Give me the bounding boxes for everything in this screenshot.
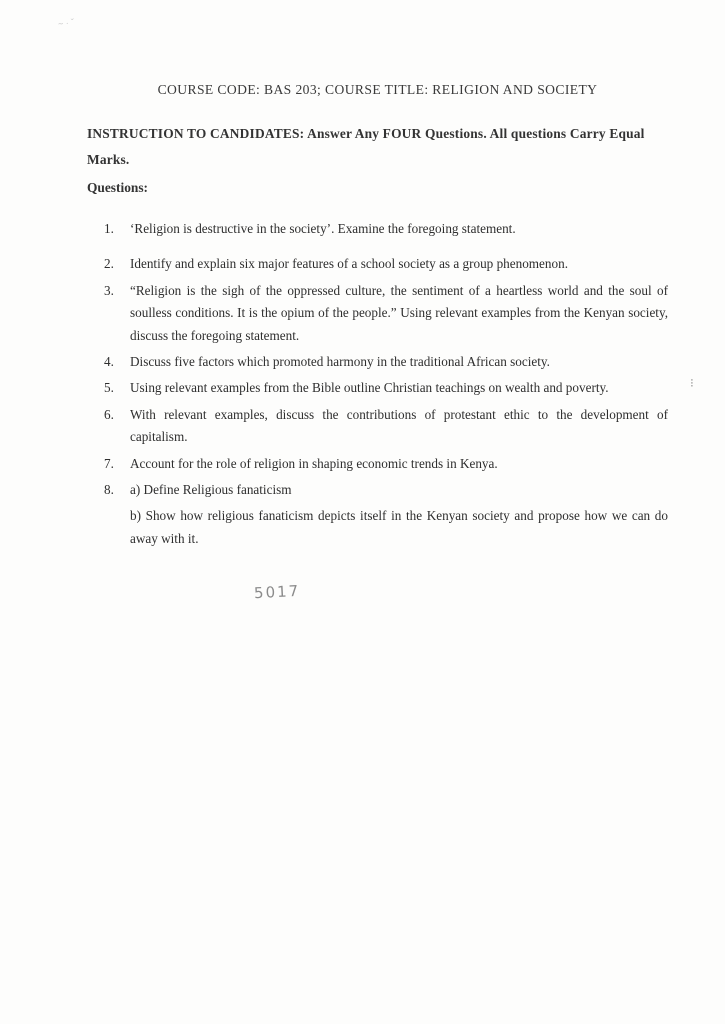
question-item [98, 377, 668, 399]
questions-heading: Questions: [87, 180, 149, 195]
instructions-to-candidates: INSTRUCTION TO CANDIDATES: Answer Any FOUR Questions. All questions Carry Equal Marks. [87, 126, 645, 167]
question-item [98, 404, 668, 449]
question-text: Account for the role of religion in shaping economic trends in Kenya. [130, 455, 498, 471]
question-item [98, 218, 668, 240]
course-title-line: COURSE CODE: BAS 203; COURSE TITLE: RELIGION AND SOCIETY [157, 82, 598, 97]
question-number: 3. [104, 282, 114, 298]
handwritten-note: 5017 [253, 581, 301, 603]
question-text: ‘Religion is destructive in the society’. Examine the foregoing statement. [130, 221, 516, 236]
question-number: 7. [104, 455, 114, 471]
question-text: Using relevant examples from the Bible outline Christian teachings on wealth and poverty. [130, 380, 609, 396]
question-item [98, 280, 668, 347]
question-number: 4. [104, 354, 114, 370]
question-number: 5. [104, 380, 114, 396]
question-item [98, 253, 668, 275]
question-number: 1. [104, 221, 114, 236]
question-item [98, 453, 668, 475]
question-number: 8. [104, 482, 114, 498]
question-text: With relevant examples, discuss the contributions of protestant ethic to the development of capitalism. [130, 406, 668, 445]
scan-artifact-top: ~ · ˇ [57, 16, 75, 30]
question-text: Identify and explain six major features of a school society as a group phenomenon. [130, 256, 568, 272]
question-list [98, 218, 668, 554]
question-item [98, 351, 668, 373]
question-item [98, 479, 668, 550]
course-header [0, 82, 725, 98]
question-text: “Religion is the sigh of the oppressed culture, the sentiment of a heartless world and the soul of soulless conditions. It is the opium of the people.” Using relevant examples from the Kenyan society, discuss the foregoing statement. [130, 282, 668, 343]
question-part-a: a) Define Religious fanaticism [130, 482, 292, 498]
question-text: Discuss five factors which promoted harmony in the traditional African society. [130, 354, 550, 370]
question-number: 6. [104, 406, 114, 422]
scan-artifact-right: ⁝ [690, 376, 694, 390]
question-number: 2. [104, 256, 114, 272]
question-part-b: b) Show how religious fanaticism depicts itself in the Kenyan society and propose how we can do away with it. [130, 508, 668, 546]
